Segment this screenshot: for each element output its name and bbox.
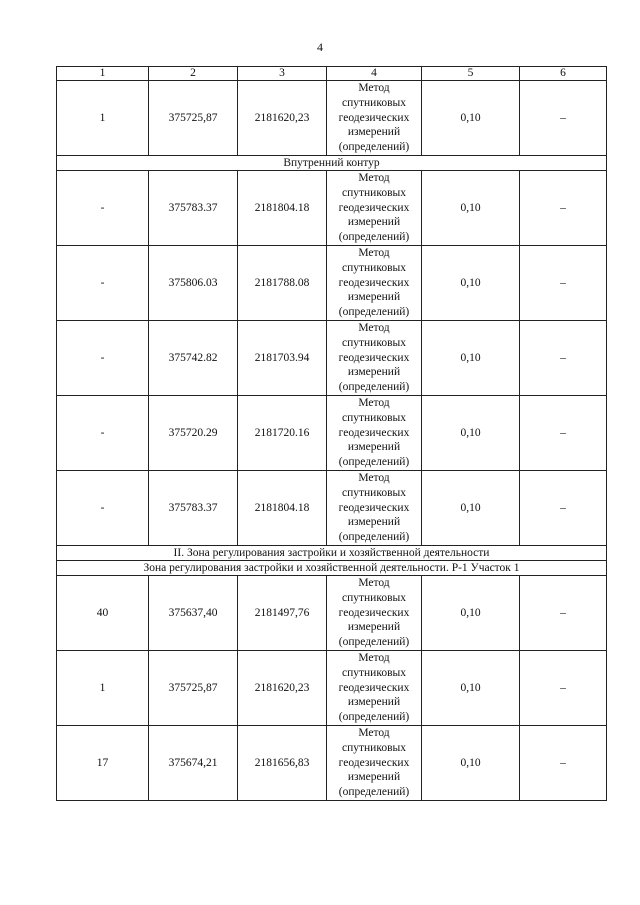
x-coordinate-cell: 375674,21 <box>149 726 238 801</box>
method-line: Метод <box>358 322 390 334</box>
method-line: геодезических <box>338 276 410 289</box>
point-number-cell: - <box>57 171 149 246</box>
method-line: (определений) <box>338 306 410 319</box>
method-line: измерений <box>347 216 401 229</box>
accuracy-cell: 0,10 <box>422 726 520 801</box>
method-line: (определений) <box>338 531 410 544</box>
note-cell: – <box>520 321 607 396</box>
method-line: (определений) <box>338 786 410 799</box>
method-cell <box>327 396 422 471</box>
method-line: (определений) <box>338 456 410 469</box>
method-line: спутниковых <box>341 591 406 604</box>
method-line: геодезических <box>338 756 410 769</box>
method-cell <box>327 576 422 651</box>
method-line: Метод <box>358 247 390 259</box>
section-heading: II. Зона регулирования застройки и хозяйственной деятельности <box>57 546 607 561</box>
method-line: (определений) <box>338 636 410 649</box>
method-line: Метод <box>358 82 390 94</box>
accuracy-cell: 0,10 <box>422 651 520 726</box>
note-cell: – <box>520 471 607 546</box>
y-coordinate-cell: 2181497,76 <box>238 576 327 651</box>
method-line: измерений <box>347 621 401 634</box>
table-row <box>57 396 607 471</box>
accuracy-cell: 0,10 <box>422 396 520 471</box>
y-coordinate-cell: 2181703.94 <box>238 321 327 396</box>
note-cell: – <box>520 171 607 246</box>
note-cell: – <box>520 81 607 156</box>
method-line: Метод <box>358 172 390 184</box>
accuracy-cell: 0,10 <box>422 81 520 156</box>
column-header: 3 <box>238 67 327 81</box>
y-coordinate-cell: 2181620,23 <box>238 651 327 726</box>
point-number-cell: - <box>57 471 149 546</box>
method-cell <box>327 321 422 396</box>
y-coordinate-cell: 2181720.16 <box>238 396 327 471</box>
accuracy-cell: 0,10 <box>422 576 520 651</box>
table-row <box>57 321 607 396</box>
method-line: Метод <box>358 577 390 589</box>
method-line: геодезических <box>338 111 410 124</box>
column-header: 6 <box>520 67 607 81</box>
accuracy-cell: 0,10 <box>422 321 520 396</box>
method-cell <box>327 651 422 726</box>
section-heading: Впутренний контур <box>57 156 607 171</box>
method-line: (определений) <box>338 231 410 244</box>
method-line: геодезических <box>338 351 410 364</box>
x-coordinate-cell: 375783.37 <box>149 171 238 246</box>
y-coordinate-cell: 2181620,23 <box>238 81 327 156</box>
method-line: измерений <box>347 696 401 709</box>
method-line: (определений) <box>338 141 410 154</box>
method-cell <box>327 471 422 546</box>
method-line: спутниковых <box>341 411 406 424</box>
x-coordinate-cell: 375806.03 <box>149 246 238 321</box>
point-number-cell: 1 <box>57 81 149 156</box>
method-line: спутниковых <box>341 186 406 199</box>
note-cell: – <box>520 396 607 471</box>
table-row <box>57 246 607 321</box>
y-coordinate-cell: 2181804.18 <box>238 171 327 246</box>
accuracy-cell: 0,10 <box>422 246 520 321</box>
page-number: 4 <box>317 40 323 54</box>
note-cell: – <box>520 246 607 321</box>
x-coordinate-cell: 375720.29 <box>149 396 238 471</box>
section-heading-row <box>57 561 607 576</box>
table-body <box>57 67 607 801</box>
note-cell: – <box>520 576 607 651</box>
table-row <box>57 471 607 546</box>
y-coordinate-cell: 2181656,83 <box>238 726 327 801</box>
method-line: Метод <box>358 397 390 409</box>
method-line: измерений <box>347 771 401 784</box>
x-coordinate-cell: 375783.37 <box>149 471 238 546</box>
method-line: измерений <box>347 441 401 454</box>
method-line: спутниковых <box>341 336 406 349</box>
method-line: спутниковых <box>341 741 406 754</box>
method-line: спутниковых <box>341 261 406 274</box>
point-number-cell: - <box>57 246 149 321</box>
method-line: (определений) <box>338 381 410 394</box>
column-header: 4 <box>327 67 422 81</box>
method-line: Метод <box>358 472 390 484</box>
method-cell <box>327 246 422 321</box>
point-number-cell: - <box>57 396 149 471</box>
table-row <box>57 81 607 156</box>
note-cell: – <box>520 651 607 726</box>
y-coordinate-cell: 2181788.08 <box>238 246 327 321</box>
table-row <box>57 726 607 801</box>
method-line: геодезических <box>338 426 410 439</box>
point-number-cell: 40 <box>57 576 149 651</box>
coordinates-table <box>56 66 607 801</box>
y-coordinate-cell: 2181804.18 <box>238 471 327 546</box>
column-header: 5 <box>422 67 520 81</box>
method-line: геодезических <box>338 606 410 619</box>
x-coordinate-cell: 375742.82 <box>149 321 238 396</box>
accuracy-cell: 0,10 <box>422 171 520 246</box>
method-line: спутниковых <box>341 666 406 679</box>
column-header: 2 <box>149 67 238 81</box>
x-coordinate-cell: 375725,87 <box>149 81 238 156</box>
method-cell <box>327 726 422 801</box>
table-row <box>57 651 607 726</box>
section-heading-row <box>57 546 607 561</box>
method-cell <box>327 81 422 156</box>
method-line: измерений <box>347 366 401 379</box>
method-line: Метод <box>358 652 390 664</box>
method-line: спутниковых <box>341 486 406 499</box>
method-line: измерений <box>347 291 401 304</box>
header-row <box>57 67 607 81</box>
note-cell: – <box>520 726 607 801</box>
method-line: геодезических <box>338 201 410 214</box>
table-row <box>57 171 607 246</box>
method-line: измерений <box>347 516 401 529</box>
section-heading: Зона регулирования застройки и хозяйственной деятельности. Р-1 Участок 1 <box>57 561 607 576</box>
method-line: спутниковых <box>341 96 406 109</box>
accuracy-cell: 0,10 <box>422 471 520 546</box>
table-row <box>57 576 607 651</box>
method-line: геодезических <box>338 501 410 514</box>
point-number-cell: - <box>57 321 149 396</box>
method-line: измерений <box>347 126 401 139</box>
method-line: (определений) <box>338 711 410 724</box>
method-line: геодезических <box>338 681 410 694</box>
method-cell <box>327 171 422 246</box>
method-line: Метод <box>358 727 390 739</box>
x-coordinate-cell: 375637,40 <box>149 576 238 651</box>
section-heading-row <box>57 156 607 171</box>
point-number-cell: 1 <box>57 651 149 726</box>
point-number-cell: 17 <box>57 726 149 801</box>
x-coordinate-cell: 375725,87 <box>149 651 238 726</box>
column-header: 1 <box>57 67 149 81</box>
